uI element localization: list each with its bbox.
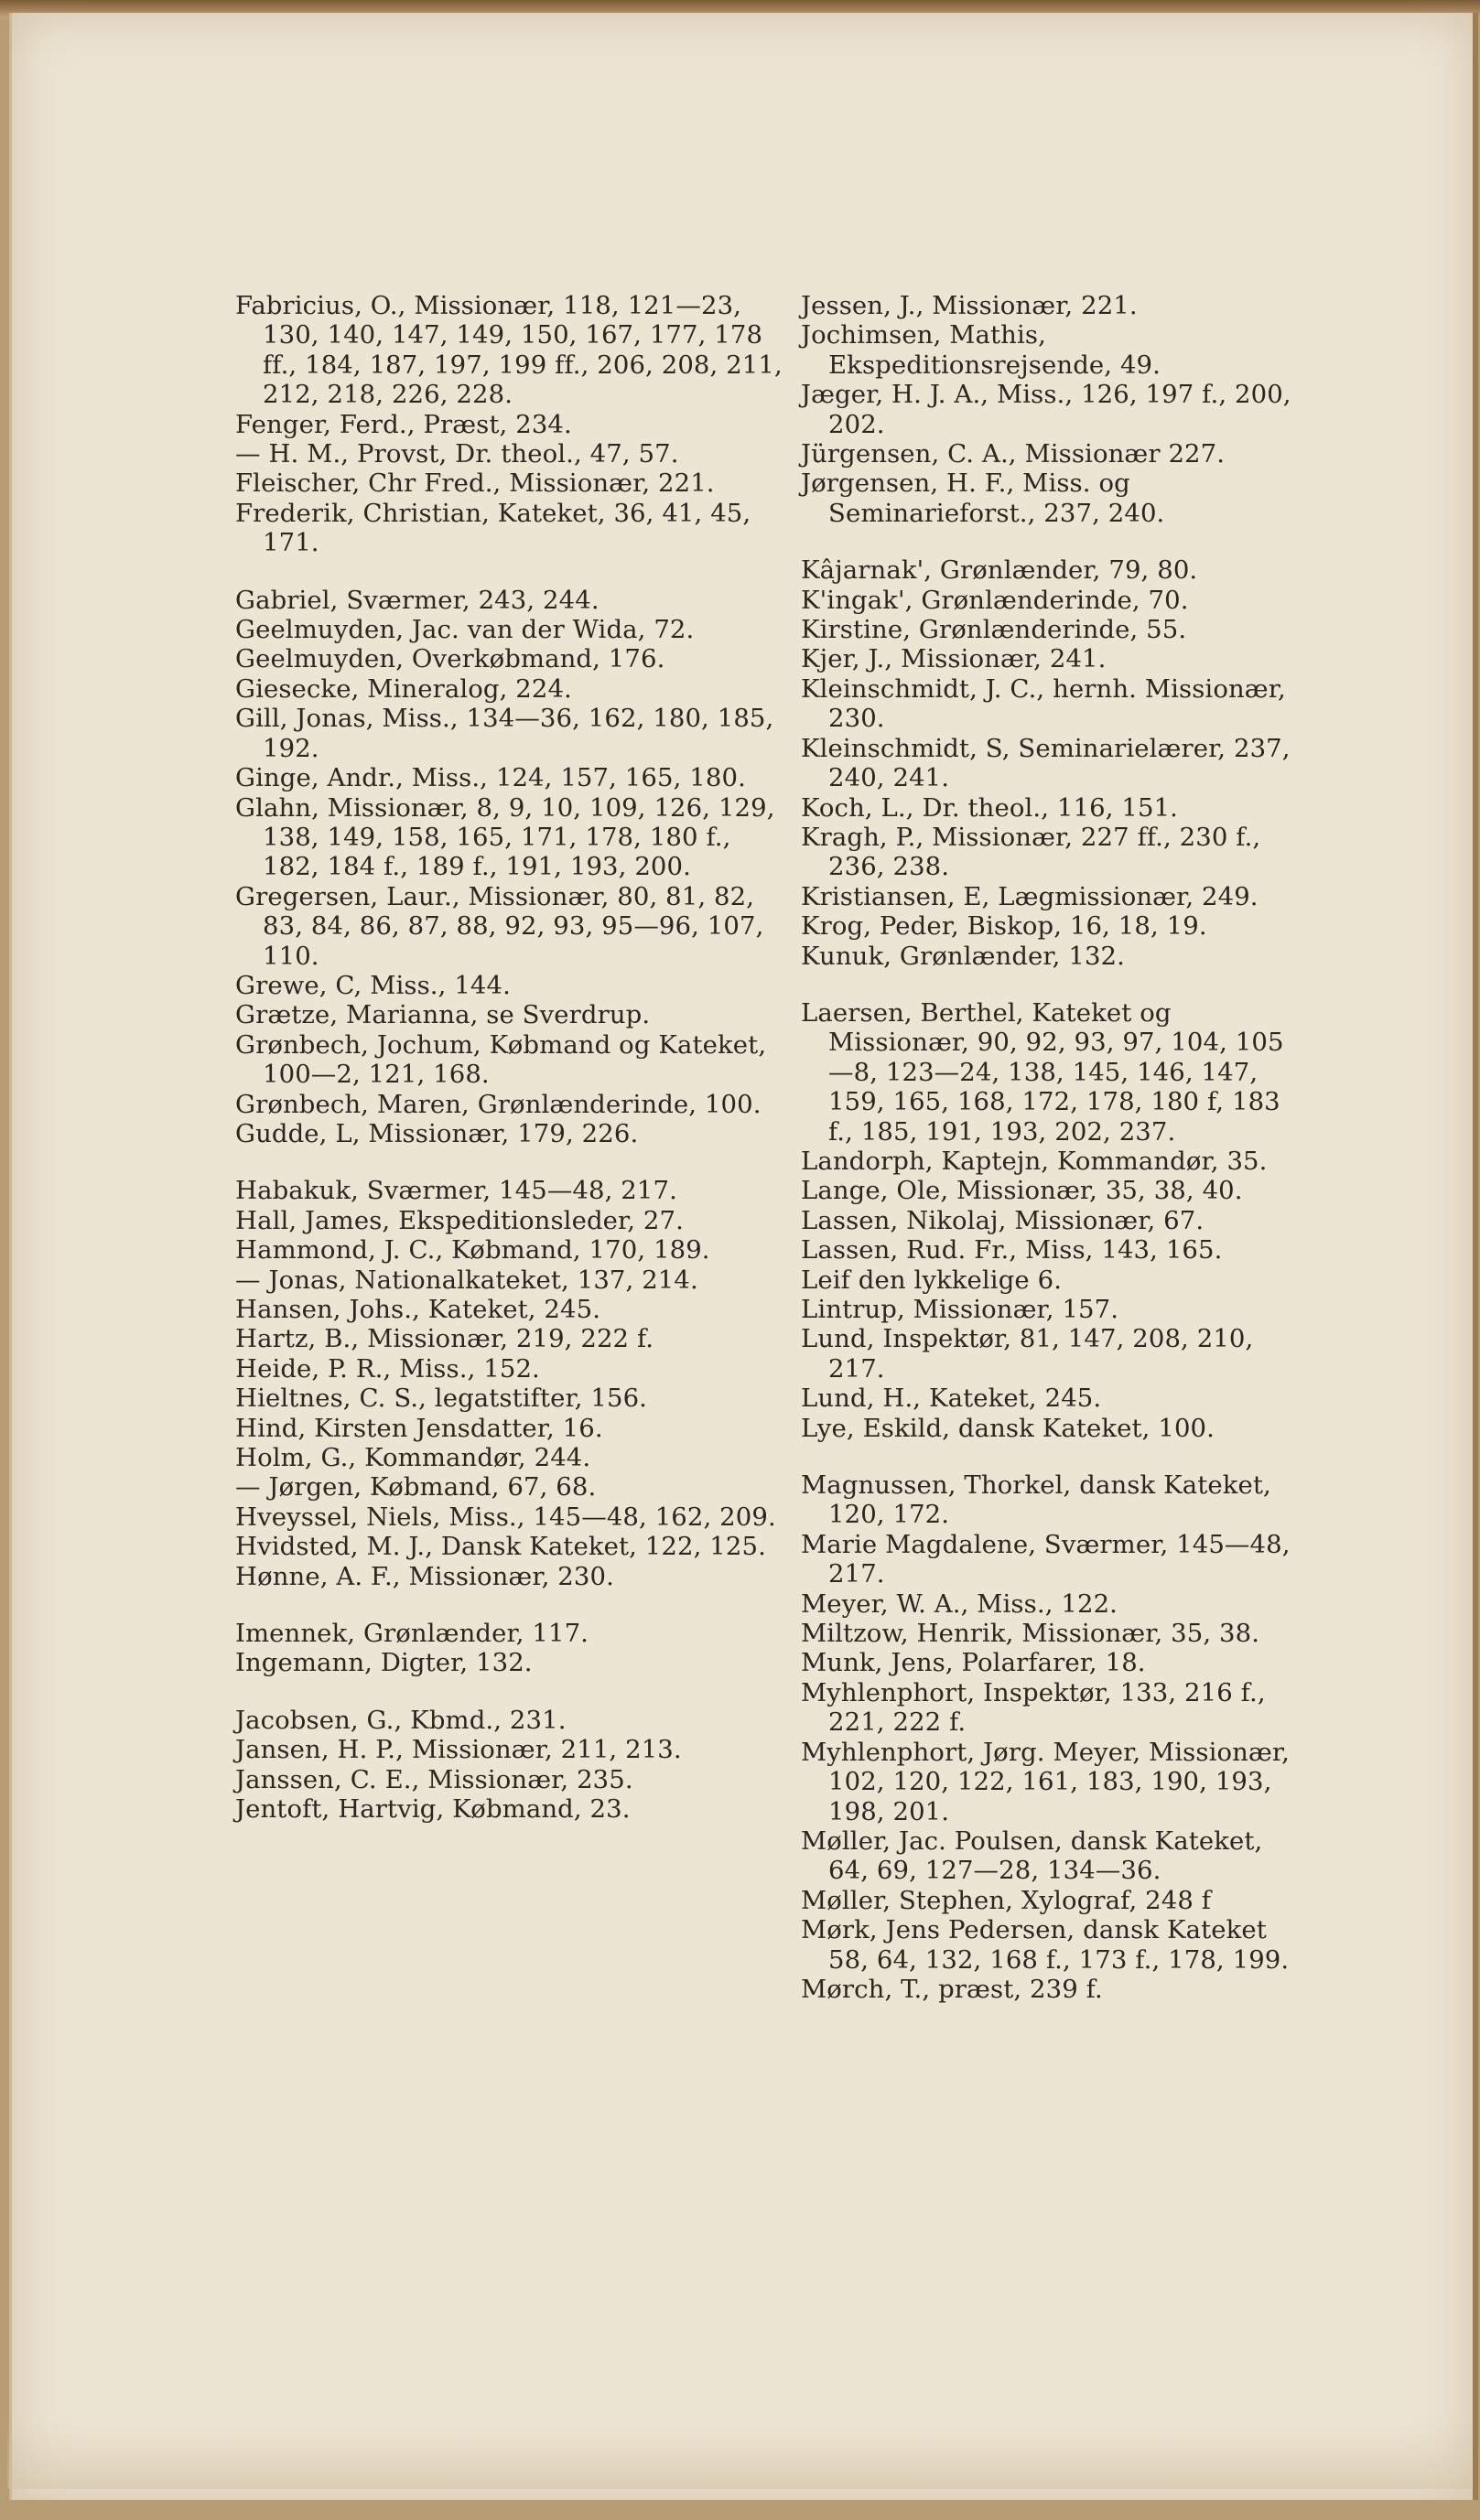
index-entry: Jacobsen, G., Kbmd., 231. bbox=[235, 1705, 567, 1735]
index-column-right bbox=[801, 291, 1304, 2004]
index-entry: Jæger, H. J. A., Miss., 126, 197 f., 200, 202. bbox=[801, 380, 1291, 439]
index-entry: Kirstine, Grønlænderinde, 55. bbox=[801, 615, 1187, 645]
index-entry: Møller, Jac. Poulsen, dansk Kateket, 64, 69, 127—28, 134—36. bbox=[801, 1825, 1263, 1886]
index-entry: Giesecke, Mineralog, 224. bbox=[235, 673, 572, 704]
index-entry: Janssen, C. E., Missionær, 235. bbox=[235, 1764, 633, 1794]
index-entry: Gabriel, Sværmer, 243, 244. bbox=[235, 585, 600, 615]
index-entry: Hieltnes, C. S., legatstifter, 156. bbox=[235, 1384, 648, 1414]
index-entry: — Jørgen, Købmand, 67, 68. bbox=[235, 1472, 597, 1502]
page-bottom-shading bbox=[7, 2416, 1472, 2489]
letter-section-gap bbox=[235, 1678, 794, 1706]
index-entry: Miltzow, Henrik, Missionær, 35, 38. bbox=[801, 1619, 1260, 1649]
index-entry: Myhlenphort, Jørg. Meyer, Missionær, 102, 120, 122, 161, 183, 190, 193, 198, 201. bbox=[801, 1737, 1290, 1826]
index-entry: Grætze, Marianna, se Sverdrup. bbox=[235, 1000, 651, 1030]
index-entry: Kunuk, Grønlænder, 132. bbox=[801, 941, 1125, 971]
index-entry: Ginge, Andr., Miss., 124, 157, 165, 180. bbox=[235, 763, 746, 793]
index-entry: Imennek, Grønlænder, 117. bbox=[235, 1619, 589, 1649]
index-entry: Ingemann, Digter, 132. bbox=[235, 1648, 533, 1678]
index-entry: Krog, Peder, Biskop, 16, 18, 19. bbox=[801, 911, 1207, 942]
index-entry: Møller, Stephen, Xylograf, 248 f bbox=[801, 1885, 1212, 1915]
index-entry: Lund, H., Kateket, 245. bbox=[801, 1384, 1102, 1414]
index-entry: Mørk, Jens Pedersen, dansk Kateket 58, 64, 132, 168 f., 173 f., 178, 199. bbox=[801, 1915, 1290, 1975]
index-entry: Kâjarnak', Grønlænder, 79, 80. bbox=[801, 555, 1198, 586]
index-entry: Holm, G., Kommandør, 244. bbox=[235, 1443, 591, 1473]
index-entry: Meyer, W. A., Miss., 122. bbox=[801, 1588, 1118, 1619]
index-entry: Habakuk, Sværmer, 145—48, 217. bbox=[235, 1176, 677, 1206]
index-entry: Leif den lykkelige 6. bbox=[801, 1265, 1063, 1295]
index-entry: Heide, P. R., Miss., 152. bbox=[235, 1353, 540, 1384]
index-entry: Lange, Ole, Missionær, 35, 38, 40. bbox=[801, 1176, 1243, 1206]
index-entry: Grønbech, Jochum, Købmand og Kateket, 100—2, 121, 168. bbox=[235, 1029, 767, 1090]
index-entry: Frederik, Christian, Kateket, 36, 41, 45, 171. bbox=[235, 498, 751, 558]
index-column-left bbox=[235, 291, 794, 1825]
index-entry: Kristiansen, E, Lægmissionær, 249. bbox=[801, 881, 1259, 911]
index-entry: Lassen, Rud. Fr., Miss, 143, 165. bbox=[801, 1235, 1223, 1265]
index-entry: Laersen, Berthel, Kateket og Missionær, 90, 92, 93, 97, 104, 105—8, 123—24, 138, 145, 146, 147, 159, 165, 168, 172, 178, 180 f, 183 f., 185, 191, 193, 202, 237. bbox=[801, 997, 1284, 1147]
index-entry: Kjer, J., Missionær, 241. bbox=[801, 644, 1107, 674]
index-entry: Mørch, T., præst, 239 f. bbox=[801, 1974, 1103, 2004]
index-entry: Geelmuyden, Jac. van der Wida, 72. bbox=[235, 615, 695, 645]
index-entry: Jochimsen, Mathis, Ekspeditionsrejsende, 49. bbox=[801, 320, 1161, 380]
index-entry: Glahn, Missionær, 8, 9, 10, 109, 126, 129, 138, 149, 158, 165, 171, 178, 180 f., 182, 184 f., 189 f., 191, 193, 200. bbox=[235, 792, 775, 882]
index-entry: Fabricius, O., Missionær, 118, 121—23, 130, 140, 147, 149, 150, 167, 177, 178 ff., 184, 187, 197, 199 ff., 206, 208, 211, 212, 218, 226, 228. bbox=[235, 291, 783, 410]
index-entry: Landorph, Kaptejn, Kommandør, 35. bbox=[801, 1146, 1268, 1176]
index-entry: Lintrup, Missionær, 157. bbox=[801, 1295, 1119, 1324]
index-entry: Lund, Inspektør, 81, 147, 208, 210, 217. bbox=[801, 1324, 1254, 1384]
index-entry: Jürgensen, C. A., Missionær 227. bbox=[801, 439, 1226, 469]
letter-section-gap bbox=[801, 1443, 1304, 1470]
index-entry: Hind, Kirsten Jensdatter, 16. bbox=[235, 1413, 603, 1443]
index-entry: Fenger, Ferd., Præst, 234. bbox=[235, 409, 572, 439]
index-entry: Gregersen, Laur., Missionær, 80, 81, 82, 83, 84, 86, 87, 88, 92, 93, 95—96, 107, 110. bbox=[235, 881, 764, 971]
index-entry: Hartz, B., Missionær, 219, 222 f. bbox=[235, 1324, 654, 1354]
index-entry: Grønbech, Maren, Grønlænderinde, 100. bbox=[235, 1089, 762, 1119]
index-entry: Kragh, P., Missionær, 227 ff., 230 f., 236, 238. bbox=[801, 822, 1261, 882]
index-entry: Gudde, L, Missionær, 179, 226. bbox=[235, 1118, 639, 1148]
index-entry: Gill, Jonas, Miss., 134—36, 162, 180, 185, 192. bbox=[235, 704, 774, 763]
index-entry: Hveyssel, Niels, Miss., 145—48, 162, 209. bbox=[235, 1502, 776, 1532]
index-entry: Fleischer, Chr Fred., Missionær, 221. bbox=[235, 468, 715, 499]
index-entry: Grewe, C, Miss., 144. bbox=[235, 970, 511, 1000]
index-entry: Myhlenphort, Inspektør, 133, 216 f., 221, 222 f. bbox=[801, 1677, 1266, 1738]
index-entry: Kleinschmidt, S, Seminarielærer, 237, 240, 241. bbox=[801, 733, 1291, 793]
index-entry: Marie Magdalene, Sværmer, 145—48, 217. bbox=[801, 1529, 1291, 1589]
letter-section-gap bbox=[801, 528, 1304, 555]
index-entry: Hønne, A. F., Missionær, 230. bbox=[235, 1561, 614, 1591]
index-entry: Jansen, H. P., Missionær, 211, 213. bbox=[235, 1735, 682, 1765]
index-entry: Hall, James, Ekspeditionsleder, 27. bbox=[235, 1205, 684, 1235]
index-entry: Munk, Jens, Polarfarer, 18. bbox=[801, 1648, 1146, 1678]
letter-section-gap bbox=[801, 971, 1304, 998]
index-entry: K'ingak', Grønlænderinde, 70. bbox=[801, 585, 1189, 615]
index-entry: Koch, L., Dr. theol., 116, 151. bbox=[801, 792, 1179, 823]
index-entry: Hansen, Johs., Kateket, 245. bbox=[235, 1295, 601, 1324]
index-entry: Jørgensen, H. F., Miss. og Seminarieforst., 237, 240. bbox=[801, 468, 1165, 528]
letter-section-gap bbox=[235, 1148, 794, 1176]
index-entry: Magnussen, Thorkel, dansk Kateket, 120, 172. bbox=[801, 1470, 1271, 1530]
index-entry: Kleinschmidt, J. C., hernh. Missionær, 230. bbox=[801, 673, 1286, 734]
index-entry: Jentoft, Hartvig, Købmand, 23. bbox=[235, 1794, 631, 1825]
index-entry: Jessen, J., Missionær, 221. bbox=[801, 291, 1138, 320]
index-entry: Hammond, J. C., Købmand, 170, 189. bbox=[235, 1235, 710, 1265]
index-entry: Lassen, Nikolaj, Missionær, 67. bbox=[801, 1205, 1205, 1235]
index-entry: Lye, Eskild, dansk Kateket, 100. bbox=[801, 1413, 1215, 1443]
index-entry: Geelmuyden, Overkøbmand, 176. bbox=[235, 644, 665, 674]
index-entry: — H. M., Provst, Dr. theol., 47, 57. bbox=[235, 439, 679, 469]
index-entry: Hvidsted, M. J., Dansk Kateket, 122, 125. bbox=[235, 1532, 766, 1562]
letter-section-gap bbox=[235, 1591, 794, 1619]
letter-section-gap bbox=[235, 558, 794, 586]
index-entry: — Jonas, Nationalkateket, 137, 214. bbox=[235, 1265, 698, 1295]
